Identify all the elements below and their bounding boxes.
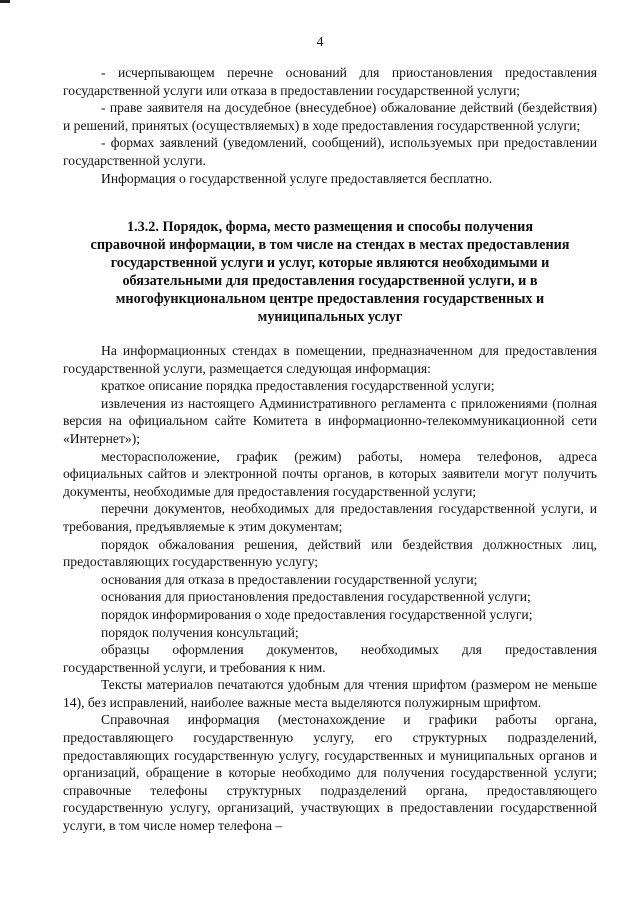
list-item: краткое описание порядка предоставления государственной услуги; — [101, 378, 495, 394]
paragraph-font-requirements: Тексты материалов печатаются удобным для чтения шрифтом (размером не меньше 14), без исправлений, наиболее важные места выделяются полужирным шрифтом. — [63, 677, 597, 710]
list-item: основания для отказа в предоставлении государственной услуги; — [101, 571, 478, 587]
section-heading — [90, 218, 570, 326]
paragraph-grounds-list: - исчерпывающем перечне оснований для приостановления предоставления государственной услуги или отказа в предоставлении государственной услуги; — [63, 65, 597, 98]
list-item: порядок обжалования решения, действий или бездействия должностных лиц, предоставляющих государственную услугу; — [63, 536, 597, 570]
list-item: месторасположение, график (режим) работы, номера телефонов, адреса официальных сайтов и электронной почты органов, в которых заявители могут получить документы, необходимые для предоставления государственной услуги; — [63, 448, 597, 499]
heading-line: государственной услуги и услуг, которые являются необходимыми и — [110, 255, 550, 271]
heading-line: муниципальных услуг — [257, 309, 403, 325]
list-item: порядок информирования о ходе предоставления государственной услуги; — [101, 606, 533, 622]
body-section — [63, 342, 597, 835]
list-item: образцы оформления документов, необходимых для предоставления государственной услуги, и требования к ним. — [63, 642, 597, 675]
paragraph-reference-info: Справочная информация (местонахождение и графики работы органа, предоставляющего государственную услугу, его структурных подразделений, предоставляющих государственную услугу, государственных и муниципальных органов и организаций, обращение в которые необходимо для получения государственной услуги; справочные телефоны структурных подразделений органа, предоставляющего государственную услугу, организаций, участвующих в предоставлении государственной услуги, в том числе номер телефона – — [63, 712, 597, 834]
heading-line: многофункциональном центре предоставления государственных и — [115, 291, 545, 307]
heading-line: 1.3.2. Порядок, форма, место размещения и способы получения — [126, 219, 534, 235]
scan-mark — [0, 0, 10, 3]
list-item: порядок получения консультаций; — [101, 624, 299, 640]
heading-line: обязательными для предоставления государственной услуги, и в — [122, 273, 538, 289]
list-item: извлечения из настоящего Административного регламента с приложениями (полная версия на официальном сайте Комитета в информационно-телекоммуникационной сети «Интернет»); — [63, 395, 597, 446]
paragraph-stands-intro: На информационных стендах в помещении, предназначенном для предоставления государственной услуги, размещается следующая информация: — [63, 343, 597, 376]
list-item: основания для приостановления предоставления государственной услуги; — [101, 589, 531, 605]
page-number: 4 — [316, 35, 324, 50]
paragraph-free-info: Информация о государственной услуге предоставляется бесплатно. — [101, 170, 493, 186]
paragraph-application-forms: - формах заявлений (уведомлений, сообщений), используемых при предоставлении государственной услуги. — [63, 135, 597, 168]
list-item: перечни документов, необходимых для предоставления государственной услуги, и требования, предъявляемые к этим документам; — [63, 501, 597, 534]
paragraph-appeal-right: - праве заявителя на досудебное (внесудебное) обжалование действий (бездействия) и решений, принятых (осуществляемых) в ходе предоставления государственной услуги; — [63, 100, 597, 133]
heading-line: справочной информации, в том числе на стендах в местах предоставления — [90, 237, 570, 253]
top-section — [63, 64, 597, 187]
